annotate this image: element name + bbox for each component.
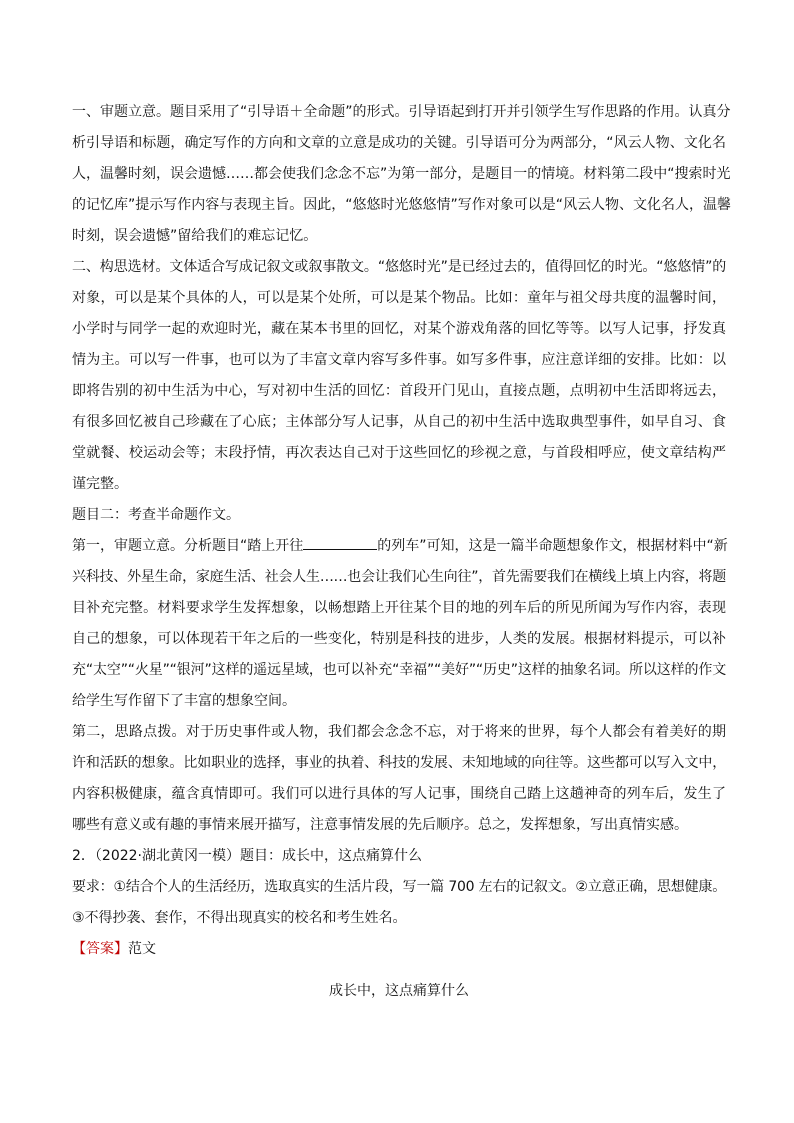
text-line: 的记忆库”提示写作内容与表现主旨。因此，“悠悠时光悠悠情”写作对象可以是“风云人物、文化名人，温馨 [72, 197, 732, 213]
paragraph-1 [72, 97, 732, 252]
text-line: 充“太空”“火星”“银河”这样的遥远星域，也可以补充“幸福”“美好”“历史”这样的抽象名词。所以这样的作文 [72, 662, 726, 678]
text-line: 有很多回忆被自己珍藏在了心底；主体部分写人记事，从自己的初中生活中选取典型事件，如早自习、食 [72, 414, 726, 430]
text-line: 要求：①结合个人的生活经历，选取真实的生活片段，写一篇 700 左右的记叙文。②立意正确，思想健康。 [72, 879, 726, 895]
answer-text: 范文 [128, 941, 156, 957]
answer-line [72, 934, 726, 965]
requirements [72, 872, 726, 934]
text-line: 哪些有意义或有趣的事情来展开描写，注意事情发展的先后顺序。总之，发挥想象，写出真情实感。 [72, 817, 688, 833]
text-line: 小学时与同学一起的欢迎时光，藏在某本书里的回忆，对某个游戏角落的回忆等等。以写人记事，抒发真 [72, 321, 726, 337]
text-line: 一、审题立意。题目采用了“引导语＋全命题”的形式。引导语起到打开并引领学生写作思路的作用。认真分 [72, 104, 731, 120]
text-line: 目补充完整。材料要求学生发挥想象，以畅想踏上开往某个目的地的列车后的所见所闻为写作内容，表现 [72, 600, 726, 616]
text-segment: 的列车”可知，这是一篇半命题想象作文，根据材料中“新 [377, 538, 728, 554]
section-heading: 题目二：考查半命题作文。 [72, 507, 240, 523]
paragraph-2 [72, 252, 726, 500]
paragraph-4 [72, 531, 726, 717]
fill-blank-line [303, 535, 377, 550]
text-line: 许和活跃的想象。比如职业的选择，事业的执着、科技的发展、未知地域的向往等。这些都可以写入文中， [72, 755, 726, 771]
text-line: 自己的想象，可以体现若干年之后的一些变化，特别是科技的进步，人类的发展。根据材料提示，可以补 [72, 631, 726, 647]
text-line: 内容积极健康，蕴含真情即可。我们可以进行具体的写人记事，围绕自己踏上这趟神奇的列车后，发生了 [72, 786, 726, 802]
answer-tag: 【答案】 [72, 941, 128, 957]
text-line: 时刻，误会遗憾”留给我们的难忘记忆。 [72, 228, 318, 244]
paragraph-5 [72, 717, 726, 841]
text-line: 析引导语和标题，确定写作的方向和文章的立意是成功的关键。引导语可分为两部分，“风云人物、文化名 [72, 135, 726, 151]
essay-title: 成长中，这点痛算什么 [329, 983, 469, 999]
text-line: 谨完整。 [72, 476, 128, 492]
text-line: 堂就餐、校运动会等；末段抒情，再次表达自己对于这些回忆的珍视之意，与首段相呼应，使文章结构严 [72, 445, 726, 461]
text-line: 对象，可以是某个具体的人，可以是某个处所，可以是某个物品。比如：童年与祖父母共度的温馨时间， [72, 290, 726, 306]
text-line: 情为主。可以写一件事，也可以为了丰富文章内容写多件事。如写多件事，应注意详细的安排。比如：以 [72, 352, 726, 368]
document-body [72, 97, 732, 1007]
text-line: 兴科技、外星生命，家庭生活、社会人生……也会让我们心生向往”，首先需要我们在横线上填上内容，将题 [72, 569, 726, 585]
text-line [72, 531, 726, 562]
text-line: 第二，思路点拨。对于历史事件或人物，我们都会念念不忘，对于将来的世界，每个人都会有着美好的期 [72, 724, 726, 740]
text-line: 二、构思选材。文体适合写成记叙文或叙事散文。“悠悠时光”是已经过去的，值得回忆的时光。“悠悠情”的 [72, 259, 726, 275]
text-line: 人，温馨时刻，误会遗憾……都会使我们念念不忘”为第一部分，是题目一的情境。材料第二段中“搜索时光 [72, 166, 731, 182]
question-2: 2．（2022·湖北黄冈一模）题目：成长中，这点痛算什么 [72, 848, 422, 864]
text-line: 给学生写作留下了丰富的想象空间。 [72, 693, 296, 709]
text-segment: 第一，审题立意。分析题目“踏上开往 [72, 538, 304, 554]
text-line: 即将告别的初中生活为中心，写对初中生活的回忆：首段开门见山，直接点题，点明初中生活即将远去， [72, 383, 726, 399]
text-line: ③不得抄袭、套作，不得出现真实的校名和考生姓名。 [72, 910, 407, 926]
